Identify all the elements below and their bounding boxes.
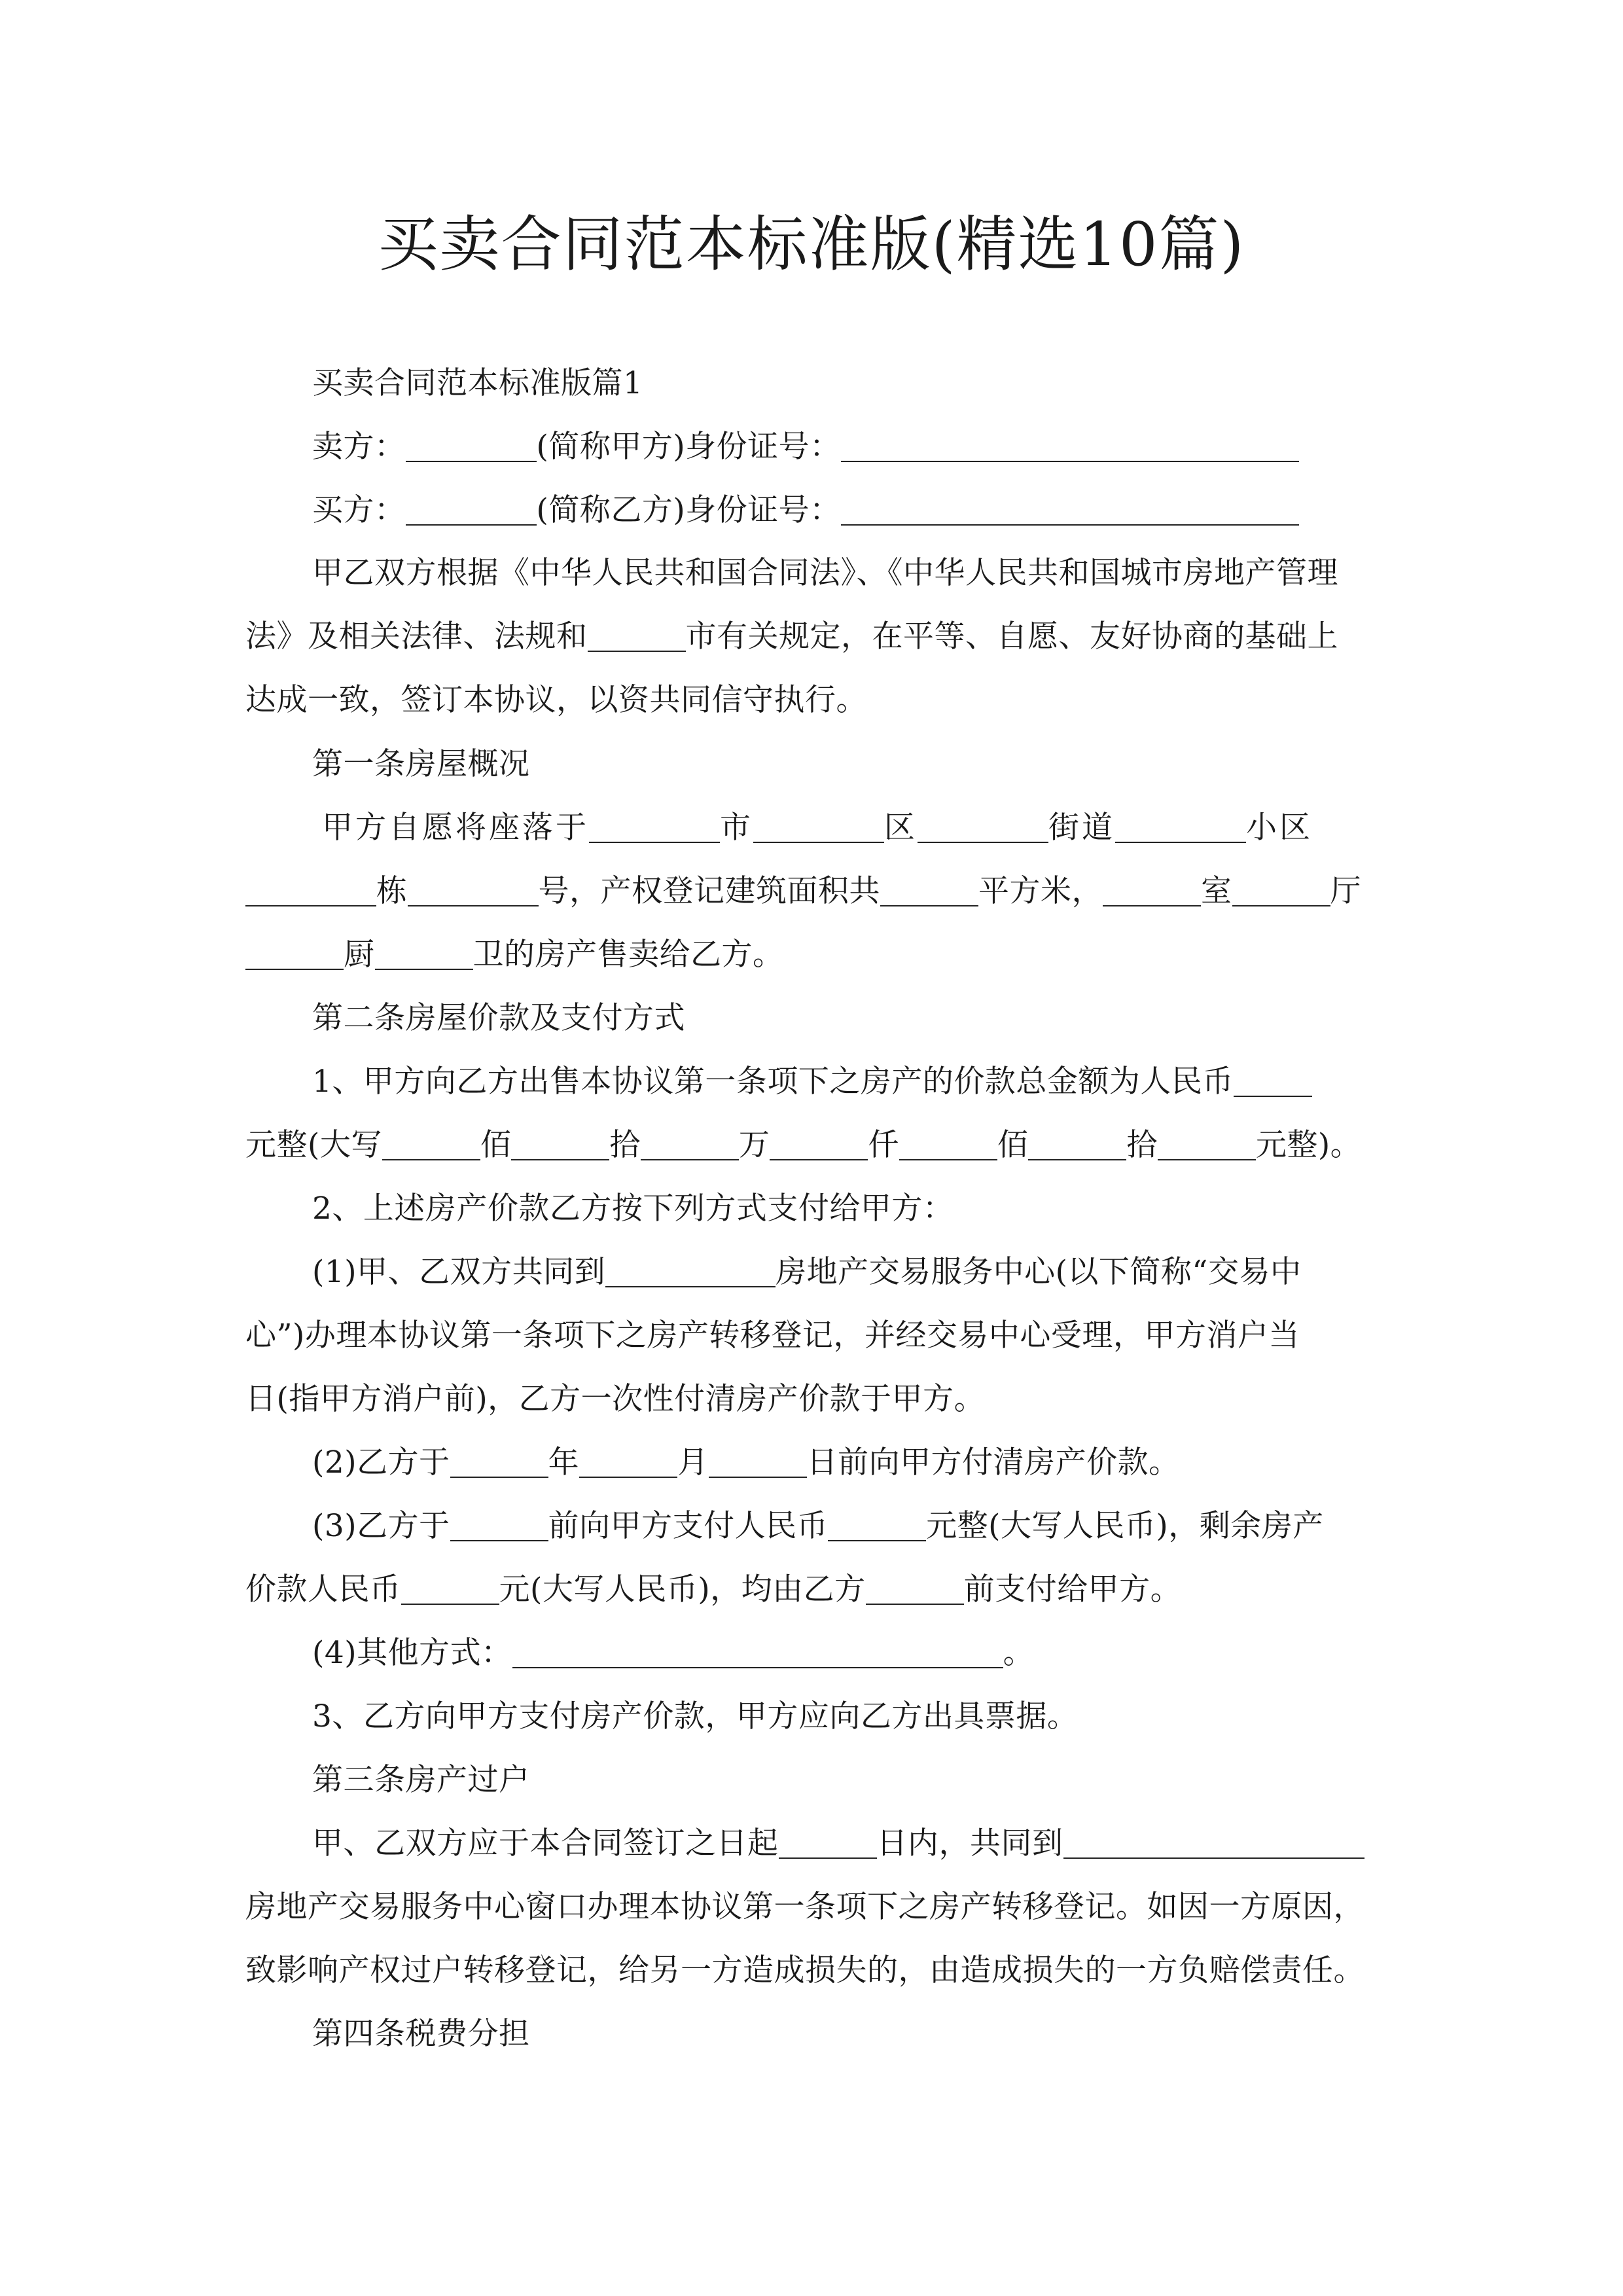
text: 房地产交易服务中心(以下简称“交易中 xyxy=(776,1254,1302,1290)
text: 甲方自愿将座落于 xyxy=(322,810,589,846)
text: 1、甲方向乙方出售本协议第一条项下之房产的价款总金额为人民币 xyxy=(312,1064,1234,1100)
blank xyxy=(866,1573,964,1605)
blank xyxy=(880,875,978,906)
seller-label: 卖方： xyxy=(312,429,406,465)
text: 佰 xyxy=(480,1127,512,1163)
blank xyxy=(1158,1129,1256,1160)
article-4-heading: 第四条税费分担 xyxy=(312,2016,530,2052)
text: 平方米， xyxy=(978,873,1103,909)
option-1-line-3: 日(指甲方消户前)，乙方一次性付清房产价款于甲方。 xyxy=(245,1381,986,1417)
text: 元整(大写人民币)，剩余房产 xyxy=(926,1508,1324,1544)
blank xyxy=(641,1129,739,1160)
blank xyxy=(450,1446,548,1478)
article-3-line-3: 致影响产权过户转移登记，给另一方造成损失的，由造成损失的一方负赔偿责任。 xyxy=(245,1952,1364,1988)
blank xyxy=(1115,812,1246,843)
text: 市 xyxy=(720,810,753,846)
text: 万 xyxy=(738,1127,770,1163)
text: 市有关规定，在平等、自愿、友好协商的基础上 xyxy=(685,619,1338,655)
option-3-line-2 xyxy=(245,1565,1181,1609)
option-1-line-1 xyxy=(312,1247,1301,1291)
text: 法》及相关法律、法规和 xyxy=(245,619,588,655)
blank xyxy=(382,1129,480,1160)
text: 卫的房产售卖给乙方。 xyxy=(473,937,784,973)
blank xyxy=(589,812,720,843)
intro-line-1: 甲乙双方根据《中华人民共和国合同法》、《中华人民共和国城市房地产管理 xyxy=(312,555,1338,591)
text: 号，产权登记建筑面积共 xyxy=(538,873,880,909)
text: 仟 xyxy=(868,1127,899,1163)
blank xyxy=(841,431,1299,462)
text: 室 xyxy=(1201,873,1232,909)
blank xyxy=(1063,1827,1364,1859)
seller-id-label: (简称甲方)身份证号： xyxy=(536,429,841,465)
blank xyxy=(1232,875,1330,906)
article-2-heading: 第二条房屋价款及支付方式 xyxy=(312,1000,685,1036)
text: 元(大写人民币)，均由乙方 xyxy=(499,1571,866,1607)
blank xyxy=(1028,1129,1126,1160)
article-1-line-1 xyxy=(322,803,1313,847)
text: 价款人民币 xyxy=(245,1571,401,1607)
buyer-label: 买方： xyxy=(312,492,406,528)
text: 前向甲方支付人民币 xyxy=(548,1508,829,1544)
blank xyxy=(918,812,1048,843)
blank xyxy=(375,939,473,970)
text: 月 xyxy=(677,1444,709,1480)
intro-line-2 xyxy=(245,612,1338,656)
seller-line xyxy=(312,422,1299,466)
text: 日前向甲方付清房产价款。 xyxy=(806,1444,1180,1480)
buyer-id-label: (简称乙方)身份证号： xyxy=(536,492,841,528)
text: 元整)。 xyxy=(1255,1127,1362,1163)
article-2-para-2: 2、上述房产价款乙方按下列方式支付给甲方： xyxy=(312,1191,954,1227)
blank xyxy=(450,1510,548,1541)
text: 厨 xyxy=(344,937,375,973)
text: 。 xyxy=(1003,1635,1035,1671)
blank xyxy=(1103,875,1201,906)
blank xyxy=(753,812,884,843)
text: (4)其他方式： xyxy=(312,1635,512,1671)
blank xyxy=(511,1129,609,1160)
section-heading: 买卖合同范本标准版篇1 xyxy=(312,365,643,401)
text: 日内，共同到 xyxy=(876,1825,1063,1861)
article-2-para-1 xyxy=(312,1057,1312,1101)
text: 前支付给甲方。 xyxy=(963,1571,1182,1607)
text: (3)乙方于 xyxy=(312,1508,450,1544)
article-2-para-3: 3、乙方向甲方支付房产价款，甲方应向乙方出具票据。 xyxy=(312,1698,1079,1734)
blank xyxy=(408,875,539,906)
blank xyxy=(401,1573,499,1605)
intro-line-3: 达成一致，签订本协议，以资共同信守执行。 xyxy=(245,682,867,718)
article-1-line-3 xyxy=(245,930,784,974)
option-4 xyxy=(312,1628,1034,1672)
text: 年 xyxy=(548,1444,580,1480)
article-3-heading: 第三条房产过户 xyxy=(312,1762,530,1798)
text: 拾 xyxy=(1126,1127,1158,1163)
text: 区 xyxy=(884,810,918,846)
article-1-line-2 xyxy=(245,867,1361,910)
text: 街道 xyxy=(1048,810,1115,846)
blank xyxy=(828,1510,926,1541)
blank xyxy=(512,1637,1003,1668)
article-1-heading: 第一条房屋概况 xyxy=(312,746,530,782)
blank xyxy=(779,1827,877,1859)
blank xyxy=(899,1129,997,1160)
document-title: 买卖合同范本标准版(精选10篇) xyxy=(378,209,1245,279)
text: 厅 xyxy=(1330,873,1361,909)
text: (1)甲、乙双方共同到 xyxy=(312,1254,606,1290)
text: (2)乙方于 xyxy=(312,1444,450,1480)
blank xyxy=(841,494,1299,526)
article-2-para-1-amount xyxy=(245,1121,1361,1164)
blank xyxy=(605,1256,776,1287)
article-3-line-2: 房地产交易服务中心窗口办理本协议第一条项下之房产转移登记。如因一方原因， xyxy=(245,1889,1364,1925)
buyer-line xyxy=(312,486,1299,529)
text: 元整(大写 xyxy=(245,1127,382,1163)
blank xyxy=(579,1446,677,1478)
blank xyxy=(588,620,686,652)
blank xyxy=(1234,1066,1312,1097)
text: 佰 xyxy=(997,1127,1029,1163)
blank xyxy=(245,939,344,970)
blank xyxy=(245,875,376,906)
blank xyxy=(406,494,537,526)
blank xyxy=(770,1129,868,1160)
option-3-line-1 xyxy=(312,1501,1324,1545)
text: 小区 xyxy=(1246,810,1313,846)
article-3-line-1 xyxy=(312,1819,1364,1863)
text: 栋 xyxy=(376,873,408,909)
blank xyxy=(406,431,537,462)
text: 甲、乙双方应于本合同签订之日起 xyxy=(312,1825,779,1861)
option-1-line-2: 心”)办理本协议第一条项下之房产转移登记，并经交易中心受理，甲方消户当 xyxy=(245,1318,1300,1354)
option-2 xyxy=(312,1438,1180,1482)
text: 拾 xyxy=(609,1127,641,1163)
blank xyxy=(709,1446,807,1478)
